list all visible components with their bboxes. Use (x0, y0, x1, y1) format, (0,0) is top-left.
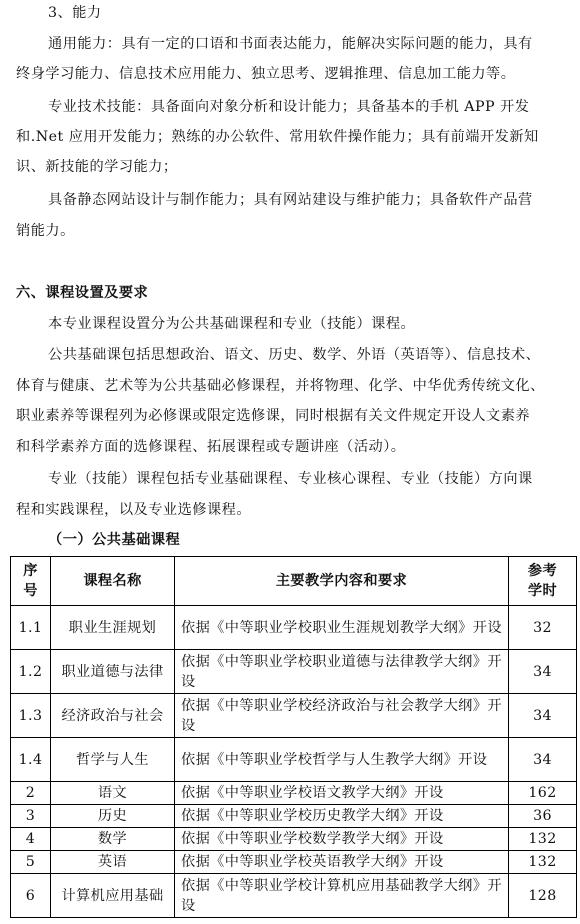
header-desc: 主要教学内容和要求 (175, 557, 509, 606)
course-description: 依据《中等职业学校英语教学大纲》开设 (175, 851, 509, 874)
course-hours: 36 (509, 805, 577, 828)
course-hours: 132 (509, 828, 577, 851)
row-number: 2 (11, 782, 51, 805)
course-name: 语文 (51, 782, 175, 805)
row-number: 1.4 (11, 738, 51, 782)
table-row (11, 650, 577, 694)
table-row (11, 828, 577, 851)
row-number: 1.1 (11, 606, 51, 650)
paragraph-line: 职业素养等课程列为必修课或限定选修课，同时根据有关文件规定开设人文素养 (16, 408, 531, 424)
paragraph-line: （一）公共基础课程 (48, 532, 181, 548)
table-body (11, 606, 577, 918)
header-no: 序号 (11, 557, 51, 606)
course-description: 依据《中等职业学校职业生涯规划教学大纲》开设 (175, 606, 509, 650)
course-hours: 34 (509, 650, 577, 694)
paragraph-line: 专业技术技能：具备面向对象分析和设计能力；具备基本的手机 APP 开发 (48, 99, 530, 115)
course-name: 职业生涯规划 (51, 606, 175, 650)
course-hours: 132 (509, 851, 577, 874)
paragraph-line: 识、新技能的学习能力； (16, 159, 178, 175)
course-description: 依据《中等职业学校数学教学大纲》开设 (175, 828, 509, 851)
row-number: 6 (11, 874, 51, 918)
course-hours: 128 (509, 874, 577, 918)
paragraph-line: 六、课程设置及要求 (16, 285, 149, 301)
row-number: 4 (11, 828, 51, 851)
course-name: 经济政治与社会 (51, 694, 175, 738)
course-name: 哲学与人生 (51, 738, 175, 782)
course-name: 历史 (51, 805, 175, 828)
course-hours: 32 (509, 606, 577, 650)
table-row (11, 805, 577, 828)
course-name: 数学 (51, 828, 175, 851)
course-description: 依据《中等职业学校历史教学大纲》开设 (175, 805, 509, 828)
course-description: 依据《中等职业学校职业道德与法律教学大纲》开设 (175, 650, 509, 694)
paragraph-line: 程和实践课程，以及专业选修课程。 (16, 502, 252, 518)
paragraph-line: 通用能力：具有一定的口语和书面表达能力，能解决实际问题的能力，具有 (48, 36, 533, 52)
course-name: 职业道德与法律 (51, 650, 175, 694)
table-row (11, 782, 577, 805)
paragraph-line: 专业（技能）课程包括专业基础课程、专业核心课程、专业（技能）方向课 (48, 471, 533, 487)
header-name: 课程名称 (51, 557, 175, 606)
row-number: 1.3 (11, 694, 51, 738)
table-row (11, 874, 577, 918)
course-hours: 162 (509, 782, 577, 805)
header-hours: 参考学时 (509, 557, 577, 606)
course-table (10, 556, 577, 918)
course-description: 依据《中等职业学校计算机应用基础教学大纲》开设 (175, 874, 509, 918)
table-header-row (11, 557, 577, 606)
course-description: 依据《中等职业学校经济政治与社会教学大纲》开设 (175, 694, 509, 738)
course-description: 依据《中等职业学校哲学与人生教学大纲》开设 (175, 738, 509, 782)
row-number: 1.2 (11, 650, 51, 694)
course-description: 依据《中等职业学校语文教学大纲》开设 (175, 782, 509, 805)
table-row (11, 738, 577, 782)
course-hours: 34 (509, 738, 577, 782)
row-number: 5 (11, 851, 51, 874)
table-row (11, 851, 577, 874)
paragraph-line: 3、能力 (48, 5, 102, 21)
course-name: 计算机应用基础 (51, 874, 175, 918)
table-row (11, 606, 577, 650)
paragraph-line: 和.Net 应用开发能力；熟练的办公软件、常用软件操作能力；具有前端开发新知 (16, 129, 539, 145)
course-hours: 34 (509, 694, 577, 738)
row-number: 3 (11, 805, 51, 828)
course-name: 英语 (51, 851, 175, 874)
paragraph-line: 具备静态网站设计与制作能力；具有网站建设与维护能力；具备软件产品营 (48, 192, 533, 208)
paragraph-line: 公共基础课包括思想政治、语文、历史、数学、外语（英语等）、信息技术、 (48, 347, 541, 363)
table-row (11, 694, 577, 738)
paragraph-line: 体育与健康、艺术等为公共基础必修课程，并将物理、化学、中华优秀传统文化、 (16, 378, 545, 394)
paragraph-line: 和科学素养方面的选修课程、拓展课程或专题讲座（活动）。 (16, 439, 406, 455)
paragraph-line: 终身学习能力、信息技术应用能力、独立思考、逻辑推理、信息加工能力等。 (16, 66, 516, 82)
paragraph-line: 销能力。 (16, 223, 75, 239)
paragraph-line: 本专业课程设置分为公共基础课程和专业（技能）课程。 (48, 316, 416, 332)
